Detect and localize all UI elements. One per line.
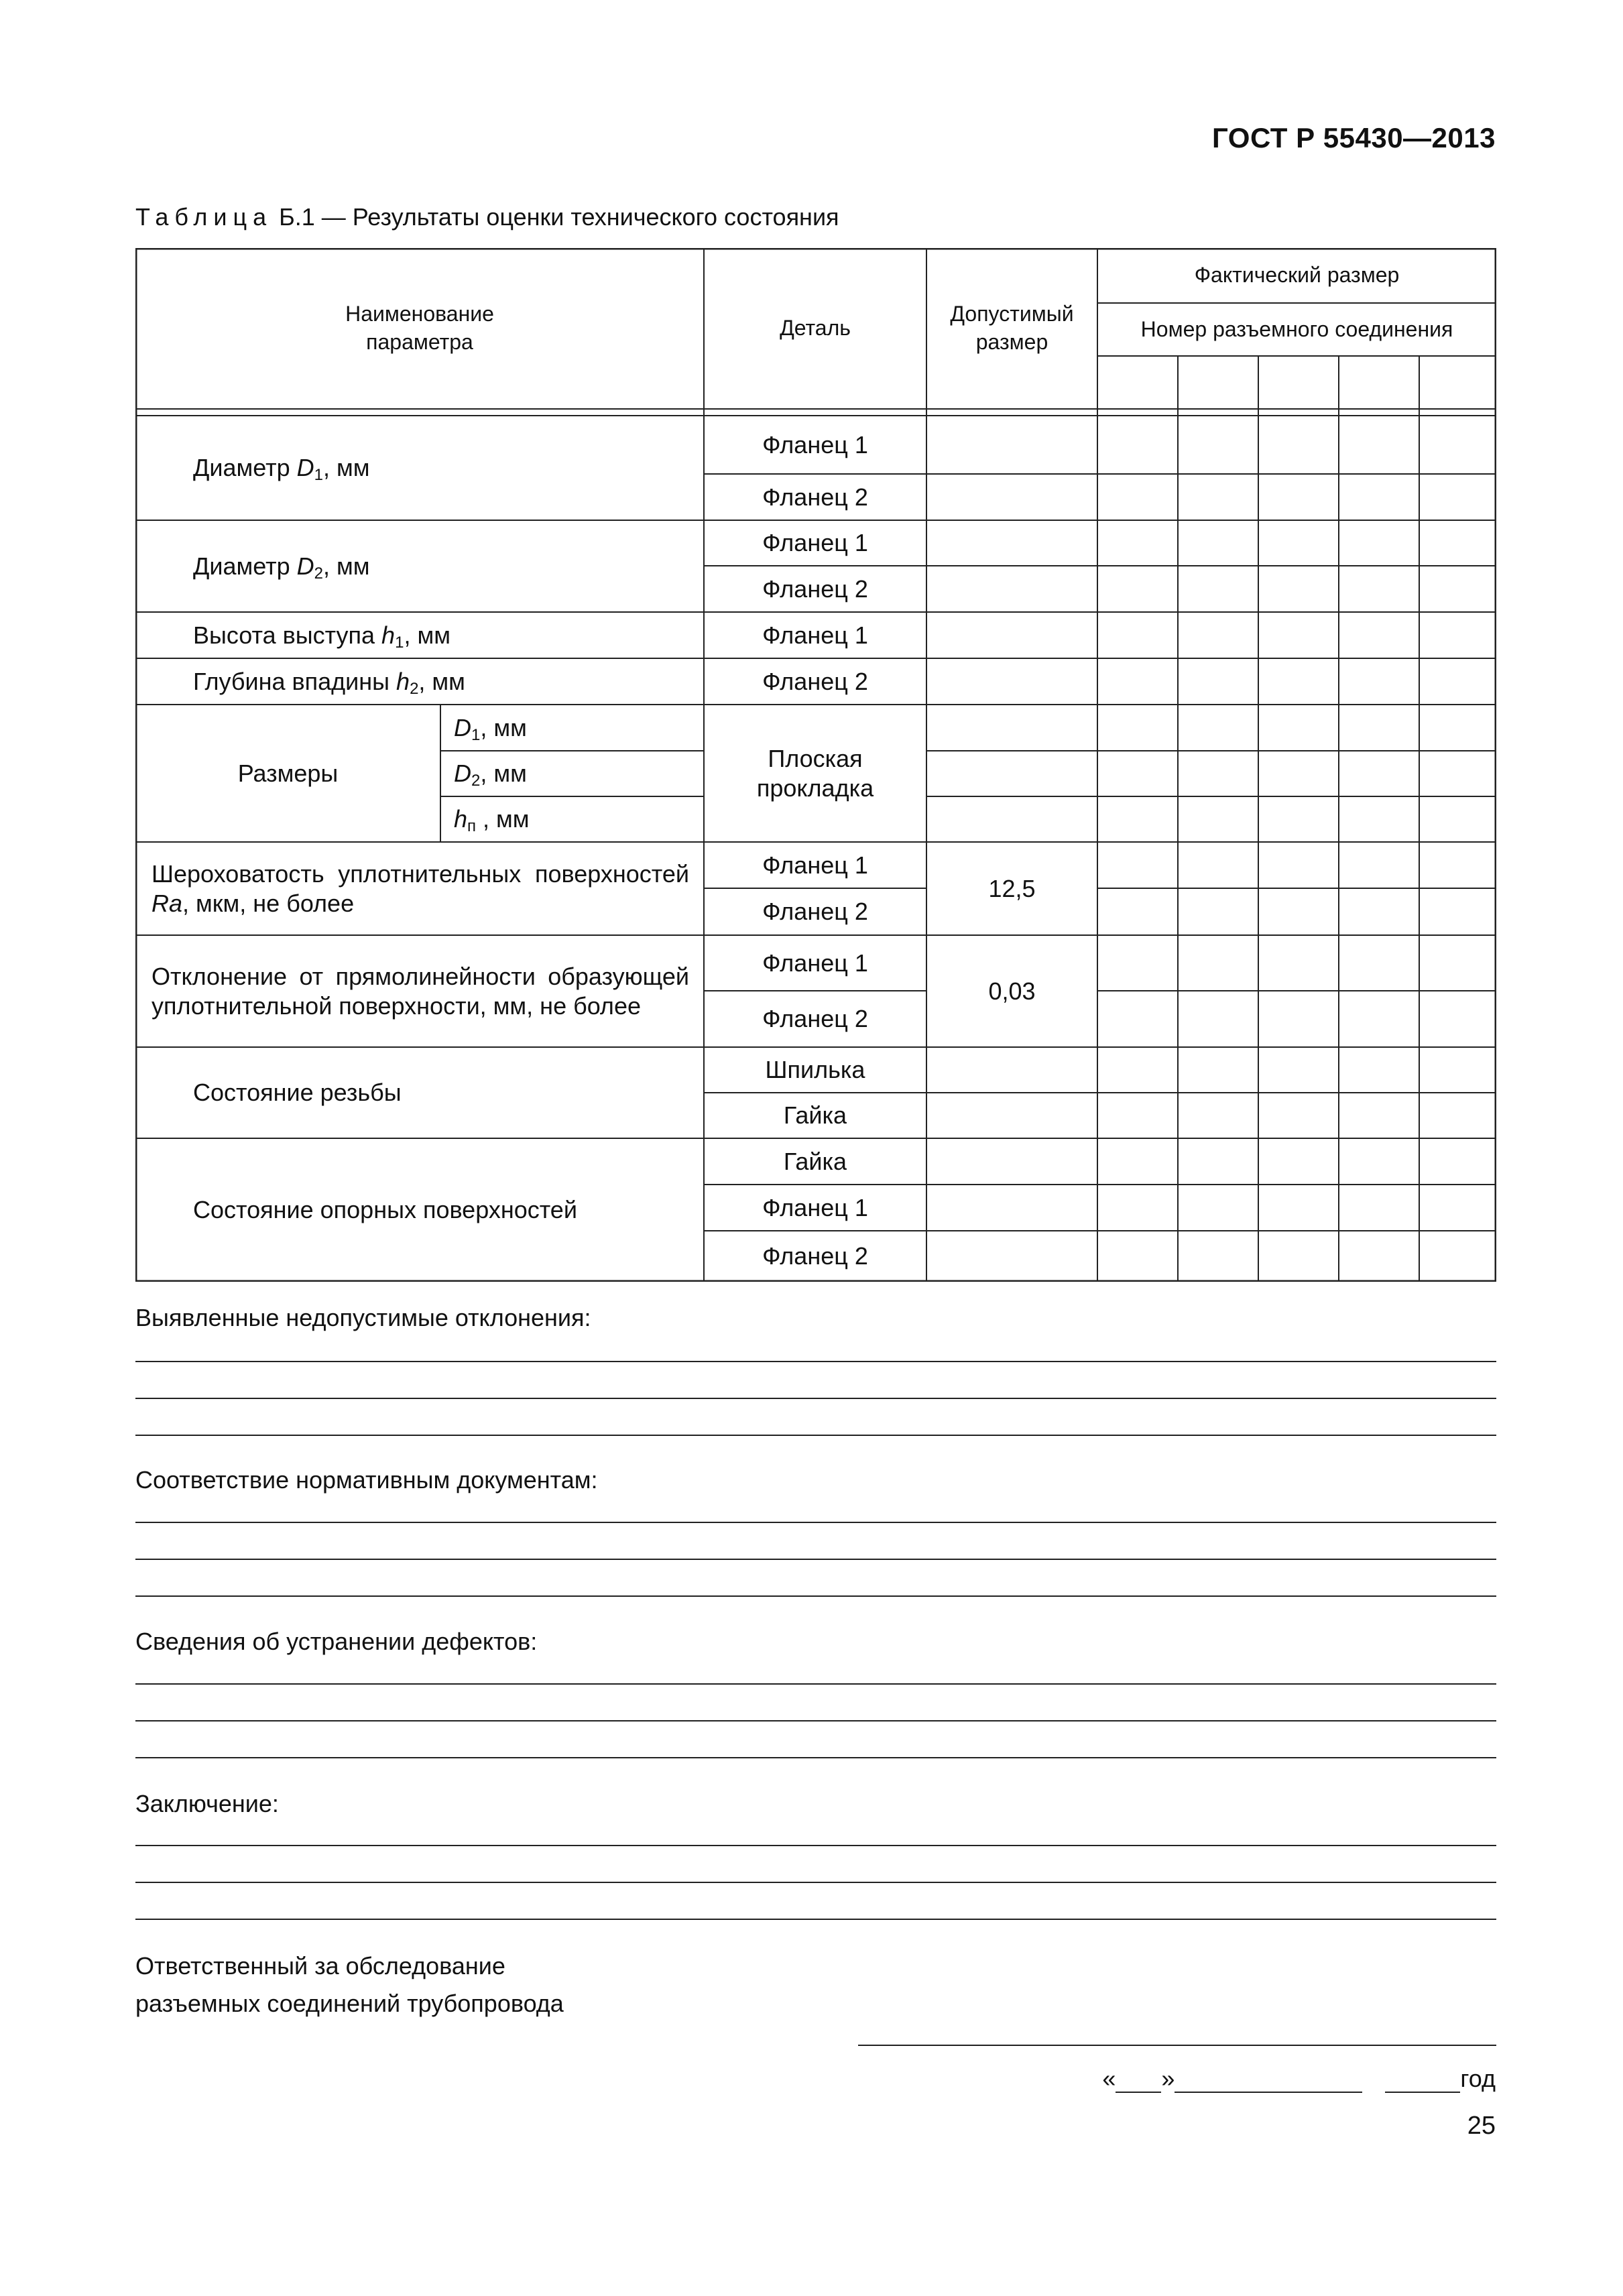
- detail-cell: Фланец 1: [762, 851, 868, 879]
- detail-cell: Шпилька: [765, 1056, 865, 1084]
- detail-cell: Фланец 1: [762, 1193, 868, 1221]
- fill-line[interactable]: [135, 1919, 1496, 1920]
- fill-line[interactable]: [135, 1845, 1496, 1846]
- section-deviations-label: Выявленные недопустимые отклонения:: [135, 1304, 591, 1331]
- detail-cell: Фланец 1: [762, 621, 868, 649]
- detail-cell: Фланец 2: [762, 1005, 868, 1033]
- assessment-table: [135, 248, 1496, 1282]
- section-compliance-label: Соответствие нормативным документам:: [135, 1466, 598, 1494]
- fill-line[interactable]: [135, 1522, 1496, 1523]
- open-quote: «: [1102, 2065, 1116, 2092]
- page-number: 25: [1467, 2112, 1496, 2140]
- row-bearing-label: Состояние опорных поверхностей: [193, 1196, 577, 1224]
- fill-line[interactable]: [135, 1435, 1496, 1436]
- detail-cell: Фланец 1: [762, 430, 868, 459]
- detail-cell-gasket: Плоская прокладка: [756, 744, 874, 802]
- year-blank[interactable]: [1385, 2067, 1460, 2093]
- sizes-d1: $D_1$, мм: [454, 713, 527, 744]
- detail-cell: Гайка: [783, 1101, 847, 1130]
- detail-cell: Гайка: [783, 1147, 847, 1175]
- row-height-h1-label: Высота выступа $h_1$, мм: [193, 621, 450, 652]
- detail-cell: Фланец 1: [762, 949, 868, 977]
- year-label: год: [1460, 2065, 1496, 2092]
- row-roughness-label: Шероховатость уплотнительных поверхностей Ra, мкм, не более: [152, 859, 689, 917]
- detail-cell: Фланец 2: [762, 667, 868, 695]
- document-code: ГОСТ Р 55430—2013: [1212, 122, 1496, 154]
- row-thread-label: Состояние резьбы: [193, 1079, 402, 1107]
- fill-line[interactable]: [135, 1720, 1496, 1721]
- caption-lead: Таблица: [135, 203, 273, 231]
- section-conclusion-label: Заключение:: [135, 1790, 279, 1817]
- header-allowed-size: Допустимый размер: [950, 302, 1074, 354]
- signature-line[interactable]: [858, 2045, 1496, 2046]
- section-defects-label: Сведения об устранении дефектов:: [135, 1628, 538, 1655]
- fill-line[interactable]: [135, 1757, 1496, 1758]
- detail-cell: Фланец 1: [762, 529, 868, 557]
- fill-line[interactable]: [135, 1559, 1496, 1560]
- caption-text: Б.1 — Результаты оценки технического состояния: [272, 203, 839, 231]
- responsible-line-1: Ответственный за обследование: [135, 1952, 505, 1980]
- header-actual-size: Фактический размер: [1194, 263, 1400, 288]
- row-straightness-label: Отклонение от прямолинейности образующей уплотнительной поверхности, мм, не более: [152, 962, 689, 1020]
- sizes-hp: $h_п$ , мм: [454, 805, 530, 836]
- row-sizes-label: Размеры: [237, 759, 339, 787]
- header-detail: Деталь: [780, 316, 851, 341]
- fill-line[interactable]: [135, 1398, 1496, 1399]
- day-blank[interactable]: [1116, 2067, 1161, 2093]
- detail-cell: Фланец 2: [762, 483, 868, 511]
- fill-line[interactable]: [135, 1882, 1496, 1883]
- fill-line[interactable]: [135, 1595, 1496, 1597]
- detail-cell: Фланец 2: [762, 1242, 868, 1270]
- header-joint-number: Номер разъемного соединения: [1140, 316, 1453, 341]
- sizes-d2: $D_2$, мм: [454, 760, 527, 790]
- header-parameter-name: Наименование параметра: [345, 302, 494, 354]
- detail-cell: Фланец 2: [762, 575, 868, 603]
- fill-line[interactable]: [135, 1361, 1496, 1362]
- close-quote: »: [1161, 2065, 1175, 2092]
- responsible-line-2: разъемных соединений трубопровода: [135, 1990, 564, 2017]
- row-diameter-d2-label: Диаметр $D_2$, мм: [193, 552, 370, 583]
- detail-cell: Фланец 2: [762, 898, 868, 926]
- row-depth-h2-label: Глубина впадины $h_2$, мм: [193, 667, 465, 698]
- fill-line[interactable]: [135, 1683, 1496, 1685]
- row-diameter-d1-label: Диаметр $D_1$, мм: [193, 454, 370, 485]
- allowed-roughness-value: 12,5: [988, 874, 1036, 902]
- month-blank[interactable]: [1175, 2067, 1362, 2093]
- table-caption: [135, 203, 839, 231]
- date-field: [1102, 2065, 1496, 2093]
- allowed-straightness-value: 0,03: [988, 977, 1036, 1005]
